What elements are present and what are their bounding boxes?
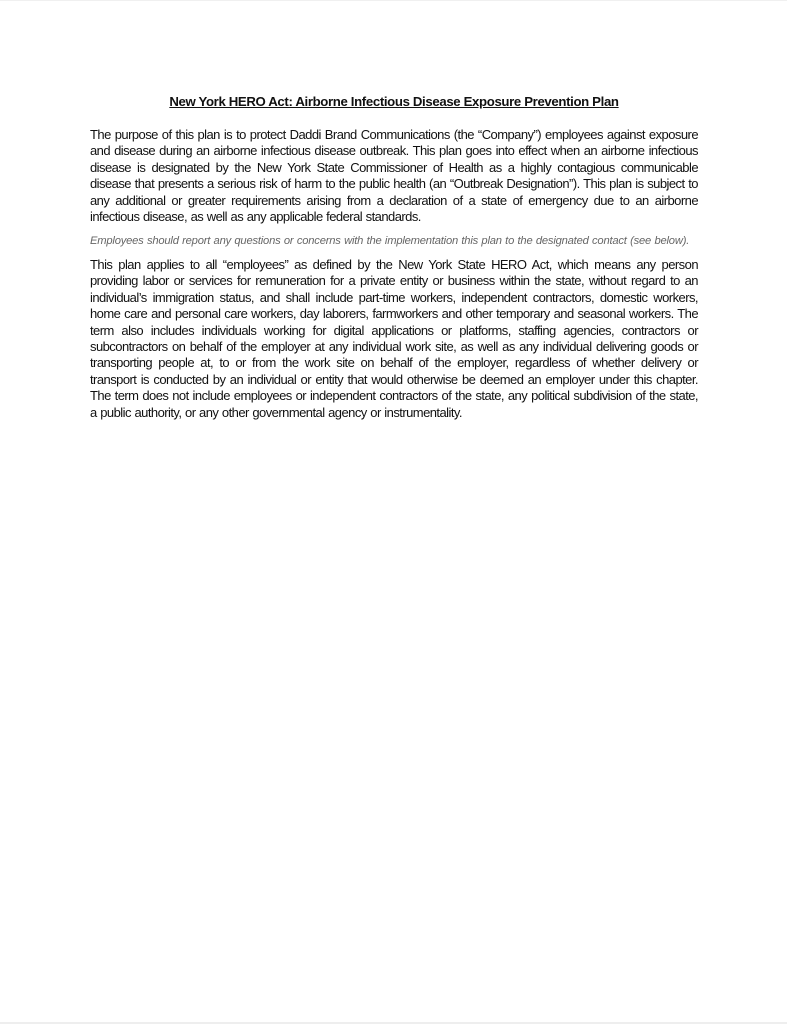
report-note: Employees should report any questions or concerns with the implementation this plan to the designated contact (see below). xyxy=(90,235,690,248)
document-title: New York HERO Act: Airborne Infectious Disease Exposure Prevention Plan xyxy=(169,94,619,109)
purpose-paragraph: The purpose of this plan is to protect Daddi Brand Communications (the “Company”) employees against exposure and disease during an airborne infectious disease outbreak. This plan goes into effect when an airborne infectious disease is designated by the New York State Commissioner of Health as a highly contagious communicable disease that presents a serious risk of harm to the public health (an “Outbreak Designation”). This plan is subject to any additional or greater requirements arising from a declaration of a state of emergency due to an airborne infectious disease, as well as any applicable federal standards. xyxy=(90,127,698,225)
document-page xyxy=(90,93,698,421)
scope-paragraph: This plan applies to all “employees” as defined by the New York State HERO Act, which means any person providing labor or services for remuneration for a private entity or business within the state, without regard to an individual’s immigration status, and shall include part-time workers, independent contractors, domestic workers, home care and personal care workers, day laborers, farmworkers and other temporary and seasonal workers. The term also includes individuals working for digital applications or platforms, staffing agencies, contractors or subcontractors on behalf of the employer at any individual work site, as well as any individual delivering goods or transporting people at, to or from the work site on behalf of the employer, regardless of whether delivery or transport is conducted by an individual or entity that would otherwise be deemed an employer under this chapter. The term does not include employees or independent contractors of the state, any political subdivision of the state, a public authority, or any other governmental agency or instrumentality. xyxy=(90,257,698,420)
